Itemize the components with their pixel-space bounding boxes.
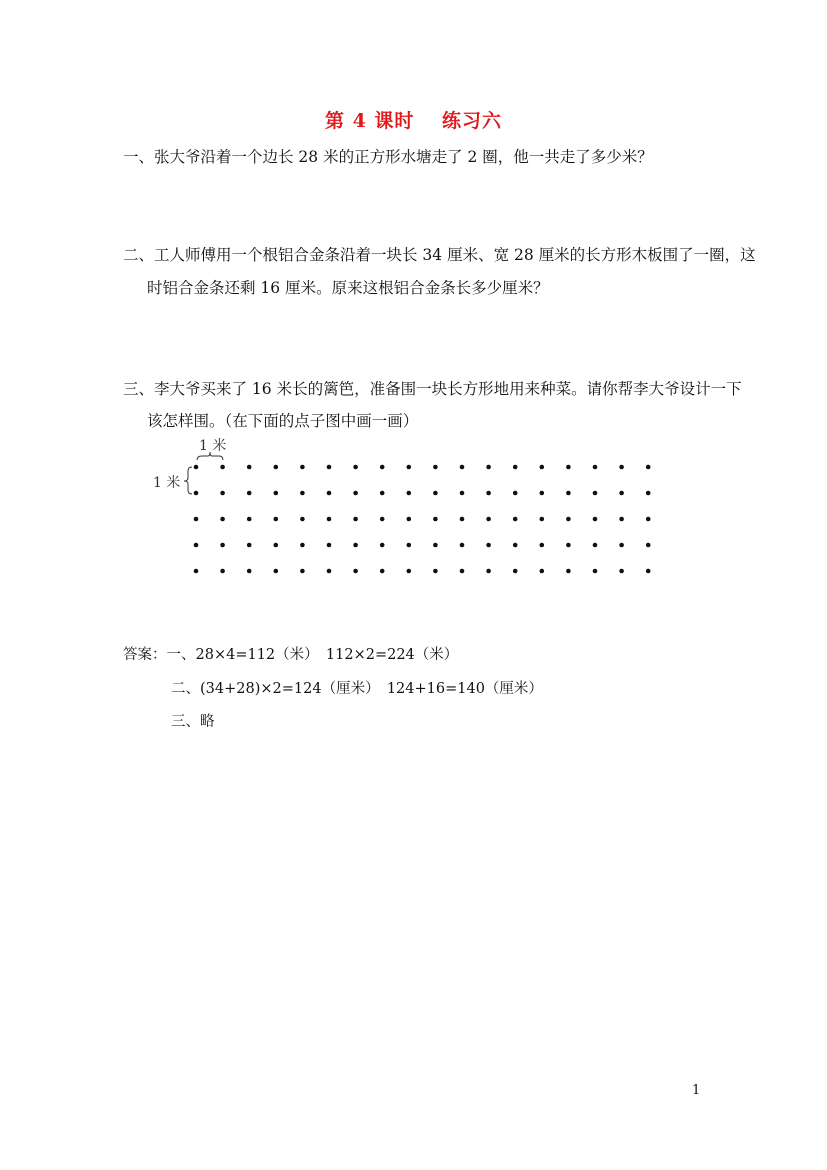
grid-dot	[353, 517, 358, 522]
grid-dot	[247, 465, 252, 470]
grid-dot	[646, 569, 651, 574]
dot-grid	[140, 434, 670, 584]
grid-dot	[380, 569, 385, 574]
grid-dot	[513, 569, 518, 574]
top-scale-label: 1 米	[199, 438, 227, 454]
grid-dot	[460, 491, 465, 496]
grid-dot	[540, 491, 545, 496]
grid-dot	[220, 543, 225, 548]
grid-dot	[540, 517, 545, 522]
grid-dot	[460, 543, 465, 548]
grid-dot	[327, 569, 332, 574]
grid-dot	[619, 517, 624, 522]
side-scale-label: 1 米	[153, 475, 181, 491]
grid-dots	[194, 465, 651, 574]
question-3-line-1: 三、李大爷买来了 16 米长的篱笆，准备围一块长方形地用来种菜。请你帮李大爷设计一下	[123, 380, 742, 398]
grid-dot	[220, 491, 225, 496]
grid-dot	[353, 491, 358, 496]
grid-dot	[460, 465, 465, 470]
grid-dot	[380, 543, 385, 548]
grid-dot	[619, 543, 624, 548]
grid-dot	[194, 569, 199, 574]
grid-dot	[380, 465, 385, 470]
grid-dot	[194, 543, 199, 548]
grid-dot	[540, 569, 545, 574]
grid-dot	[513, 491, 518, 496]
grid-dot	[194, 465, 199, 470]
grid-dot	[433, 491, 438, 496]
answer-line-3: 三、略	[171, 714, 215, 730]
grid-dot	[486, 465, 491, 470]
grid-dot	[220, 517, 225, 522]
answer-line-2: 二、(34+28)×2=124（厘米） 124+16=140（厘米）	[171, 681, 543, 697]
grid-dot	[380, 517, 385, 522]
question-1: 一、张大爷沿着一个边长 28 米的正方形水塘走了 2 圈，他一共走了多少米？	[123, 148, 653, 166]
grid-dot	[247, 491, 252, 496]
grid-dot	[353, 543, 358, 548]
grid-dot	[380, 491, 385, 496]
grid-dot	[486, 517, 491, 522]
grid-dot	[619, 569, 624, 574]
grid-dot	[433, 517, 438, 522]
grid-dot	[300, 543, 305, 548]
question-3-line-2: 该怎样围。（在下面的点子图中画一画）	[147, 412, 419, 430]
grid-dot	[274, 569, 279, 574]
grid-dot	[407, 465, 412, 470]
grid-dot	[460, 517, 465, 522]
grid-dot	[619, 491, 624, 496]
grid-dot	[540, 465, 545, 470]
grid-dot	[646, 465, 651, 470]
grid-dot	[353, 465, 358, 470]
grid-dot	[407, 491, 412, 496]
grid-dot	[513, 517, 518, 522]
grid-dot	[566, 543, 571, 548]
grid-dot	[247, 543, 252, 548]
grid-dot	[460, 569, 465, 574]
grid-dot	[513, 543, 518, 548]
grid-dot	[274, 465, 279, 470]
grid-dot	[486, 569, 491, 574]
grid-dot	[486, 543, 491, 548]
grid-dot	[433, 569, 438, 574]
grid-dot	[619, 465, 624, 470]
grid-dot	[220, 569, 225, 574]
side-scale-brace	[184, 467, 192, 494]
grid-dot	[593, 491, 598, 496]
grid-dot	[486, 491, 491, 496]
grid-dot	[593, 543, 598, 548]
grid-dot	[194, 517, 199, 522]
question-2-line-2: 时铝合金条还剩 16 厘米。原来这根铝合金条长多少厘米？	[147, 279, 549, 297]
grid-dot	[566, 465, 571, 470]
grid-dot	[407, 543, 412, 548]
page-title: 第 4 课时 练习六	[324, 110, 503, 132]
grid-dot	[407, 569, 412, 574]
grid-dot	[327, 465, 332, 470]
grid-dot	[300, 491, 305, 496]
grid-dot	[646, 543, 651, 548]
grid-dot	[593, 569, 598, 574]
grid-dot	[646, 517, 651, 522]
question-2-line-1: 二、工人师傅用一个根铝合金条沿着一块长 34 厘米、宽 28 厘米的长方形木板围了一圈，这	[123, 246, 756, 264]
grid-dot	[300, 465, 305, 470]
grid-dot	[353, 569, 358, 574]
grid-dot	[300, 517, 305, 522]
grid-dot	[593, 465, 598, 470]
grid-dot	[566, 491, 571, 496]
grid-dot	[247, 517, 252, 522]
grid-dot	[327, 543, 332, 548]
grid-dot	[593, 517, 598, 522]
grid-dot	[300, 569, 305, 574]
grid-dot	[646, 491, 651, 496]
grid-dot	[327, 517, 332, 522]
grid-dot	[247, 569, 252, 574]
grid-dot	[327, 491, 332, 496]
grid-dot	[274, 491, 279, 496]
grid-dot	[220, 465, 225, 470]
grid-dot	[433, 543, 438, 548]
answer-line-1: 答案：一、28×4=112（米） 112×2=224（米）	[123, 647, 459, 663]
grid-dot	[540, 543, 545, 548]
grid-dot	[274, 517, 279, 522]
grid-dot	[566, 569, 571, 574]
grid-dot	[433, 465, 438, 470]
grid-dot	[194, 491, 199, 496]
grid-dot	[513, 465, 518, 470]
grid-dot	[274, 543, 279, 548]
grid-dot	[407, 517, 412, 522]
grid-dot	[566, 517, 571, 522]
page-number: 1	[692, 1083, 701, 1098]
